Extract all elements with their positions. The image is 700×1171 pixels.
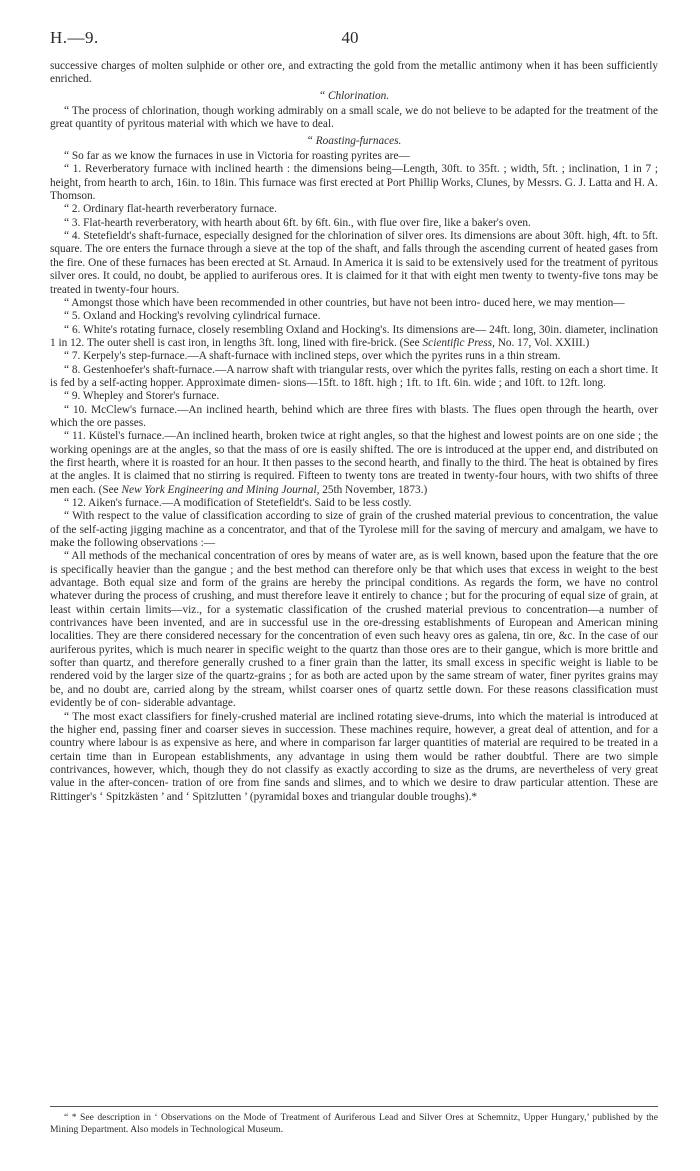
furnace-item-10: “ 10. McClew's furnace.—An inclined hearth, behind which are three fires with blasts. The flues open through the hearth, over which the ore passes. [50, 403, 658, 429]
furnace-item-6-text-end: No. 17, Vol. XXIII.) [494, 336, 590, 349]
paragraph-classification: “ With respect to the value of classification according to size of grain of the crushed material previous to concentration, the value of the self-acting jigging machine as a concentrator, and that of the Tyrolese mill for the saving of mercury and amalgam, we have to make the following observations :— [50, 510, 658, 550]
citation-mining-journal: New York Engineering and Mining Journal, [121, 483, 320, 496]
footnote-text: “ * See description in ‘ Observations on the Mode of Treatment of Auriferous Lead and Silver Ores at Schemnitz, Upper Hungary,’ published by the Mining Department. Also models in Technological Museum. [50, 1112, 658, 1135]
footnote [50, 1106, 658, 1136]
page-header [50, 28, 650, 52]
furnace-item-6-text: “ 6. White's rotating furnace, closely resembling Oxland and Hocking's. Its dimensions are— 24ft. long, 30in. diameter, inclination 1 in 12. The outer shell is cast iron, in lengths 3ft. long, lined with fire-brick. (See [50, 323, 658, 349]
furnace-item-1: “ 1. Reverberatory furnace with inclined hearth : the dimensions being—Length, 30ft. to 35ft. ; width, 5ft. ; inclination, 1 in 7 ; height, from hearth to arch, 16in. to 18in. This furnace was first erected at Port Phillip Works, Clunes, by Messrs. G. J. Latta and H. A. Thomson. [50, 163, 658, 203]
page-number: 40 [341, 28, 359, 47]
paragraph-furnaces-intro: “ So far as we know the furnaces in use in Victoria for roasting pyrites are— [64, 150, 410, 163]
furnace-item-11 [50, 430, 658, 497]
furnace-item-9: “ 9. Whepley and Storer's furnace. [64, 390, 220, 403]
furnace-item-8: “ 8. Gestenhoefer's shaft-furnace.—A narrow shaft with triangular rests, over which the pyrites falls, resting on each a short time. It is fed by a self-acting hopper. Approximate dimen- sions—15ft. to 18ft. high ; 1ft. to 1ft. 6in. wide ; and 10ft. to 12ft. long. [50, 363, 658, 389]
citation-scientific-press: Scientific Press, [422, 336, 495, 349]
furnace-item-11-text: “ 11. Küstel's furnace.—An inclined hearth, broken twice at right angles, so that the highest and lowest points are on one side ; the working openings are at the angles, so that the mass of ore is easily shifted. The ore is introduced at the upper end, and distributed on the first hearth, where it is roasted for an hour. It then passes to the second hearth, and finally to the third. The heat is obtained by fires at the angles. It is claimed that no stirring is required. Fifteen to twenty tons are treated in twenty-four hours, with two shifts of three men each. (See [50, 430, 658, 496]
body-text [50, 60, 658, 804]
paragraph-mechanical-concentration: “ All methods of the mechanical concentration of ores by means of water are, as is well known, based upon the feature that the ore is specifically heavier than the gangue ; and the best method can therefore only be that which uses that excess in weight to the best advantage. Both equal size and form of the grains are hereby the principal conditions. As regards the form, we have no control whatever during the process of crushing, and must therefore leave it entirely to chance ; but for the procuring of equal size of grain, at least within certain limits—viz., for a systematic classification of the crushed material previous to concentration—a number of contrivances have been invented, and are in successful use in the ore-dressing establishments of European and American mining localities. They are there considered necessary for the concentration of even such heavy ores as galena, tin ore, &c. In the case of our auriferous pyrites, which is much nearer in specific weight to the quartz than those ores are to their gangue, which is more brittle and softer than quartz, and therefore generally crushed to a finer grain than the latter, its small excess in specific weight is liable to be rendered void by the larger size of the quartz-grains ; for as both are acted upon by the same stream of water, finer pyrites grains may be, and no doubt are, carried along by the stream, whilst coarser ones of quartz settle down. For these reasons classification must evidently be of con- siderable advantage. [50, 550, 658, 710]
furnace-item-6 [50, 324, 658, 351]
paragraph-other-countries: “ Amongst those which have been recommended in other countries, but have not been intro- duced here, we may mention— [64, 296, 625, 309]
furnace-item-2: “ 2. Ordinary flat-hearth reverberatory furnace. [64, 203, 277, 216]
furnace-item-12: “ 12. Aiken's furnace.—A modification of Stetefieldt's. Said to be less costly. [64, 497, 412, 509]
section-heading-chlorination: “ Chlorination. [318, 89, 390, 102]
paragraph-classifiers: “ The most exact classifiers for finely-crushed material are inclined rotating sieve-drums, into which the material is introduced at the higher end, passing finer and coarser sieves in succession. These machines require, however, a great deal of attention, and for a country where labour is as expensive as here, and where in comparison far larger quantities of material are required to be treated in a certain time than in European establishments, any advantage in using them would be rather doubtful. There are two simple contrivances, however, which, though they do not classify as exactly according to size as the drums, are nevertheless of very great value in the after-concen- tration of ore from fine sands and slimes, and to which we desire to draw particular attention. These are Rittinger's ‘ Spitzkästen ’ and ‘ Spitzlutten ’ (pyramidal boxes and triangular double troughs).* [50, 710, 658, 803]
furnace-item-7: “ 7. Kerpely's step-furnace.—A shaft-furnace with inclined steps, over which the pyrites runs in a thin stream. [64, 350, 561, 363]
furnace-item-11-text-end: 25th November, 1873.) [319, 483, 428, 496]
furnace-item-5: “ 5. Oxland and Hocking's revolving cylindrical furnace. [64, 310, 321, 323]
document-reference: H.—9. [50, 28, 99, 47]
furnace-item-4: “ 4. Stetefieldt's shaft-furnace, especially designed for the chlorination of silver ores. Its dimensions are about 30ft. high, 4ft. to 5ft. square. The ore enters the furnace through a sieve at the top of the shaft, and falls through the ascending current of heated gases from the fire. One of these furnaces has been erected at St. Arnaud. In America it is said to be extensively used for the treatment of pyritous silver ores. It could, no doubt, be applied to auriferous ores. It is claimed for it that with eight men twenty to twenty-five tons may be treated in twenty-four hours. [50, 230, 658, 296]
paragraph-chlorination: “ The process of chlorination, though working admirably on a small scale, we do not believe to be adapted for the treatment of the great quantity of pyritous material with which we have to deal. [50, 105, 658, 131]
section-heading-roasting-furnaces: “ Roasting-furnaces. [306, 134, 402, 147]
furnace-item-3: “ 3. Flat-hearth reverberatory, with hearth about 6ft. by 6ft. 6in., with flue over fire, like a baker's oven. [64, 216, 531, 229]
paragraph-continuation: successive charges of molten sulphide or other ore, and extracting the gold from the metallic antimony when it has been sufficiently enriched. [50, 60, 658, 86]
